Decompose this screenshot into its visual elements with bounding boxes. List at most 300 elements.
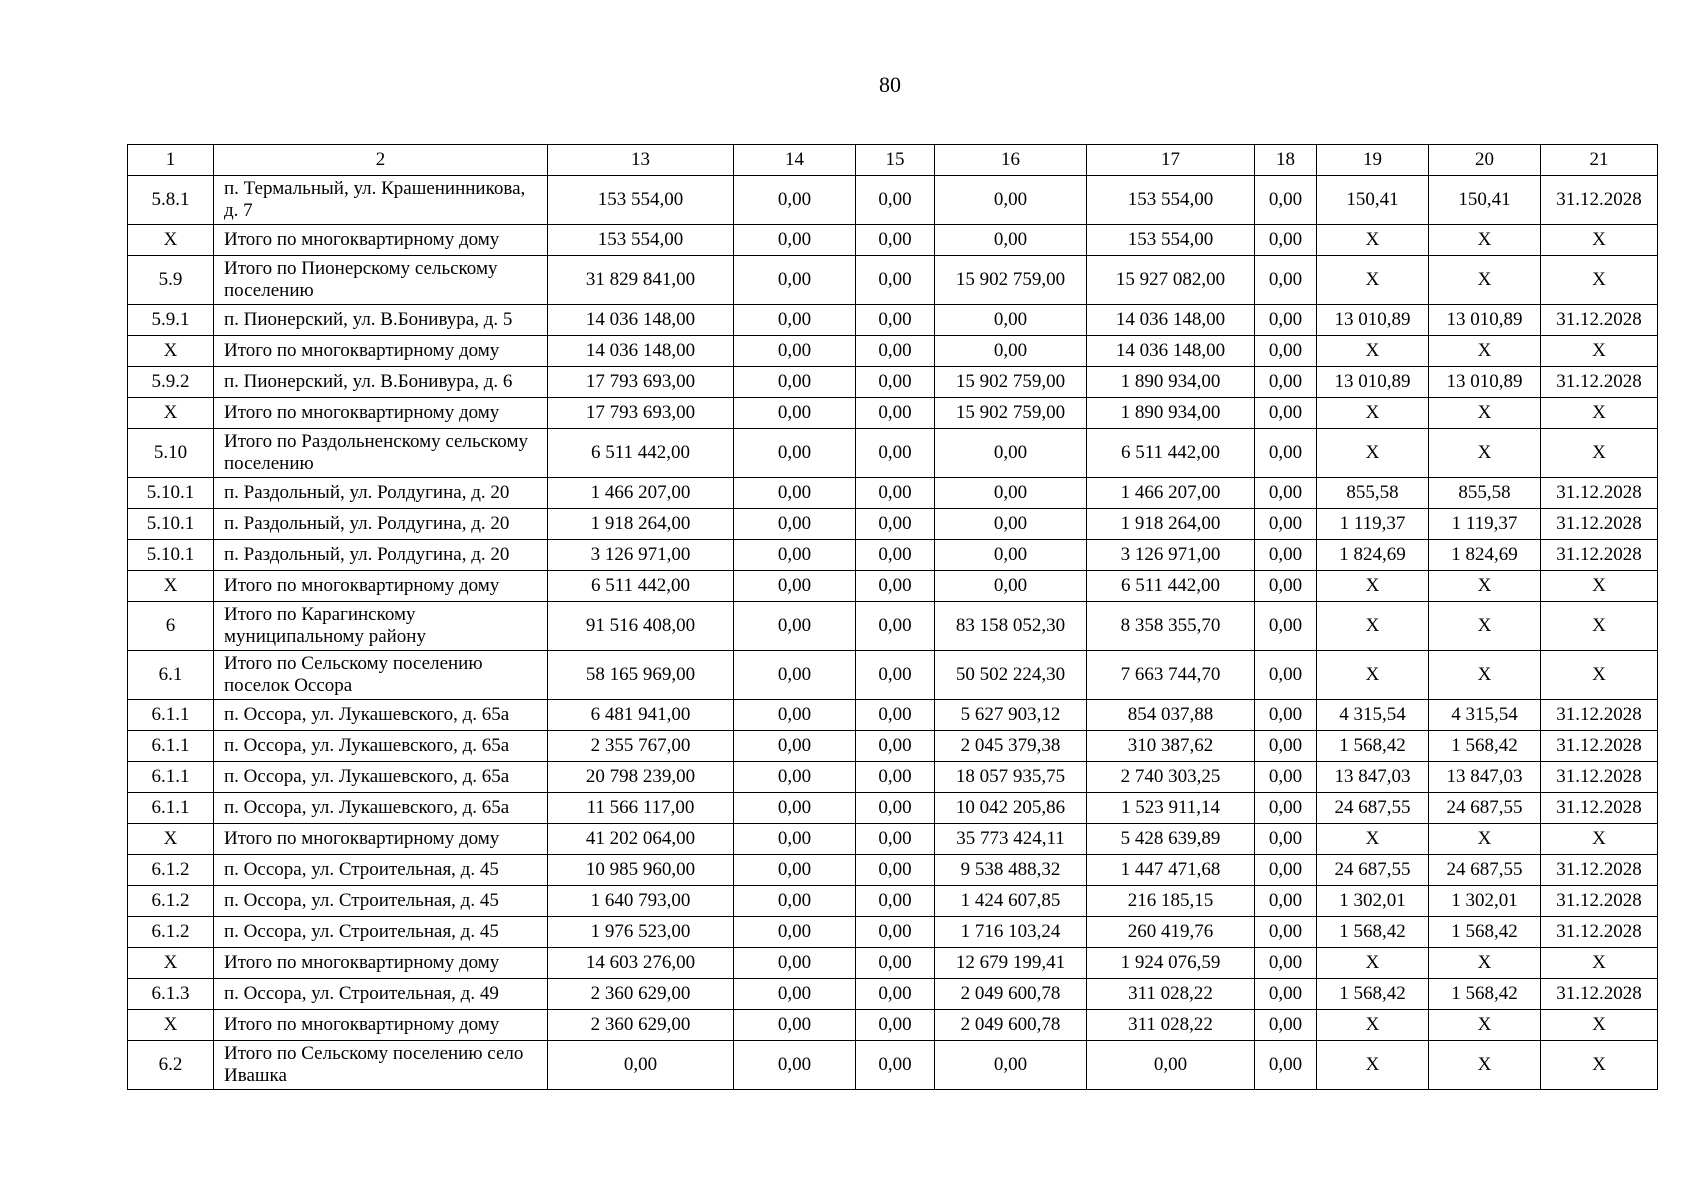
table-cell: 31.12.2028 — [1541, 305, 1658, 336]
table-cell: 1 890 934,00 — [1087, 398, 1255, 429]
table-cell: 31.12.2028 — [1541, 731, 1658, 762]
table-cell: 6 — [128, 602, 214, 651]
table-cell: 1 466 207,00 — [548, 478, 734, 509]
table-cell: X — [1317, 571, 1429, 602]
table-cell: 58 165 969,00 — [548, 651, 734, 700]
table-cell: 0,00 — [856, 225, 935, 256]
table-cell: 6 511 442,00 — [548, 429, 734, 478]
address-cell: Итого по Раздольненскому сельскому поселению — [214, 429, 548, 478]
table-cell: 24 687,55 — [1317, 793, 1429, 824]
table-cell: 2 049 600,78 — [935, 1010, 1087, 1041]
table-cell: 1 568,42 — [1317, 917, 1429, 948]
table-cell: 0,00 — [1255, 979, 1317, 1010]
table-cell: X — [128, 571, 214, 602]
table-cell: 2 049 600,78 — [935, 979, 1087, 1010]
table-cell: 3 126 971,00 — [1087, 540, 1255, 571]
table-cell: 1 918 264,00 — [1087, 509, 1255, 540]
table-cell: 5 627 903,12 — [935, 700, 1087, 731]
table-cell: 310 387,62 — [1087, 731, 1255, 762]
table-cell: 15 902 759,00 — [935, 398, 1087, 429]
table-cell: 855,58 — [1317, 478, 1429, 509]
table-row — [128, 367, 1658, 398]
table-cell: X — [1317, 1041, 1429, 1090]
address-cell: Итого по многоквартирному дому — [214, 824, 548, 855]
table-cell: 13 010,89 — [1429, 367, 1541, 398]
table-cell: 0,00 — [856, 1010, 935, 1041]
table-cell: 1 976 523,00 — [548, 917, 734, 948]
table-cell: 0,00 — [1255, 367, 1317, 398]
table-row — [128, 429, 1658, 478]
table-cell: 0,00 — [1255, 1010, 1317, 1041]
table-row — [128, 793, 1658, 824]
page-number: 80 — [879, 72, 901, 97]
table-cell: 24 687,55 — [1429, 793, 1541, 824]
table-cell: 1 824,69 — [1429, 540, 1541, 571]
table-row — [128, 602, 1658, 651]
table-row — [128, 225, 1658, 256]
table-cell: X — [1541, 602, 1658, 651]
table-cell: 5.10.1 — [128, 540, 214, 571]
table-cell: 1 424 607,85 — [935, 886, 1087, 917]
table-cell: 0,00 — [856, 948, 935, 979]
table-cell: 0,00 — [856, 540, 935, 571]
table-cell: 311 028,22 — [1087, 979, 1255, 1010]
table-cell: 0,00 — [935, 225, 1087, 256]
address-cell: Итого по многоквартирному дому — [214, 948, 548, 979]
table-cell: 1 640 793,00 — [548, 886, 734, 917]
table-cell: 1 302,01 — [1317, 886, 1429, 917]
table-cell: 0,00 — [1255, 762, 1317, 793]
table-cell: 0,00 — [856, 731, 935, 762]
table-cell: 0,00 — [734, 256, 856, 305]
table-cell: 6.1.1 — [128, 700, 214, 731]
table-cell: 6.1.2 — [128, 886, 214, 917]
table-cell: 31.12.2028 — [1541, 509, 1658, 540]
table-cell: 15 902 759,00 — [935, 367, 1087, 398]
table-cell: 0,00 — [1255, 305, 1317, 336]
address-cell: п. Оссора, ул. Строительная, д. 45 — [214, 855, 548, 886]
table-cell: X — [128, 1010, 214, 1041]
table-cell: 2 355 767,00 — [548, 731, 734, 762]
table-cell: 0,00 — [1255, 731, 1317, 762]
table-cell: 5.10 — [128, 429, 214, 478]
table-cell: X — [1429, 571, 1541, 602]
table-cell: 6 511 442,00 — [1087, 571, 1255, 602]
table-cell: 18 057 935,75 — [935, 762, 1087, 793]
data-table — [127, 144, 1658, 1090]
table-row — [128, 651, 1658, 700]
header-row — [128, 145, 1658, 176]
table-cell: 1 824,69 — [1317, 540, 1429, 571]
table-cell: X — [1317, 824, 1429, 855]
table-cell: 31.12.2028 — [1541, 367, 1658, 398]
table-cell: 0,00 — [734, 731, 856, 762]
table-cell: 6 481 941,00 — [548, 700, 734, 731]
table-cell: 0,00 — [856, 793, 935, 824]
table-cell: 0,00 — [1255, 855, 1317, 886]
table-cell: X — [1429, 1041, 1541, 1090]
table-cell: 0,00 — [734, 225, 856, 256]
table-cell: 0,00 — [734, 176, 856, 225]
column-header: 16 — [935, 145, 1087, 176]
address-cell: п. Пионерский, ул. В.Бонивура, д. 6 — [214, 367, 548, 398]
table-row — [128, 917, 1658, 948]
table-cell: 0,00 — [856, 602, 935, 651]
table-cell: X — [1429, 256, 1541, 305]
table-cell: 5.8.1 — [128, 176, 214, 225]
table-cell: 5.10.1 — [128, 478, 214, 509]
table-cell: 1 568,42 — [1429, 917, 1541, 948]
table-cell: X — [1317, 225, 1429, 256]
table-cell: 13 847,03 — [1429, 762, 1541, 793]
table-cell: 0,00 — [734, 855, 856, 886]
table-row — [128, 478, 1658, 509]
table-cell: 10 985 960,00 — [548, 855, 734, 886]
table-cell: 0,00 — [935, 176, 1087, 225]
table-cell: 1 568,42 — [1317, 979, 1429, 1010]
address-cell: п. Оссора, ул. Лукашевского, д. 65а — [214, 731, 548, 762]
table-cell: 0,00 — [935, 1041, 1087, 1090]
address-cell: Итого по Сельскому поселению село Ивашка — [214, 1041, 548, 1090]
table-cell: 6.1.1 — [128, 793, 214, 824]
address-cell: Итого по многоквартирному дому — [214, 336, 548, 367]
table-cell: 0,00 — [1255, 651, 1317, 700]
table-row — [128, 824, 1658, 855]
table-cell: 0,00 — [1255, 948, 1317, 979]
address-cell: п. Раздольный, ул. Ролдугина, д. 20 — [214, 478, 548, 509]
table-cell: 0,00 — [856, 651, 935, 700]
table-cell: 1 302,01 — [1429, 886, 1541, 917]
table-cell: 7 663 744,70 — [1087, 651, 1255, 700]
table-cell: 14 036 148,00 — [1087, 336, 1255, 367]
table-cell: 153 554,00 — [1087, 225, 1255, 256]
table-cell: 14 036 148,00 — [548, 305, 734, 336]
table-cell: 0,00 — [1255, 225, 1317, 256]
address-cell: п. Термальный, ул. Крашенинникова, д. 7 — [214, 176, 548, 225]
table-row — [128, 336, 1658, 367]
table-cell: X — [1317, 256, 1429, 305]
address-cell: Итого по многоквартирному дому — [214, 225, 548, 256]
table-cell: 153 554,00 — [548, 225, 734, 256]
table-cell: 4 315,54 — [1429, 700, 1541, 731]
table-row — [128, 571, 1658, 602]
table-cell: 1 447 471,68 — [1087, 855, 1255, 886]
table-cell: 0,00 — [935, 509, 1087, 540]
table-cell: 14 036 148,00 — [548, 336, 734, 367]
table-cell: 31.12.2028 — [1541, 176, 1658, 225]
table-cell: X — [1317, 948, 1429, 979]
table-cell: 0,00 — [734, 305, 856, 336]
table-cell: X — [1317, 336, 1429, 367]
table-cell: 6 511 442,00 — [548, 571, 734, 602]
table-cell: X — [1541, 571, 1658, 602]
table-cell: 0,00 — [1255, 917, 1317, 948]
table-cell: 13 010,89 — [1429, 305, 1541, 336]
table-cell: 31.12.2028 — [1541, 793, 1658, 824]
table-cell: 5.9.1 — [128, 305, 214, 336]
table-cell: 0,00 — [1255, 176, 1317, 225]
table-cell: 0,00 — [734, 571, 856, 602]
table-cell: X — [1541, 429, 1658, 478]
table-cell: 3 126 971,00 — [548, 540, 734, 571]
table-cell: 0,00 — [1255, 700, 1317, 731]
table-cell: 1 890 934,00 — [1087, 367, 1255, 398]
table-cell: 31.12.2028 — [1541, 478, 1658, 509]
table-cell: X — [128, 824, 214, 855]
table-cell: 0,00 — [734, 429, 856, 478]
table-cell: 0,00 — [1255, 478, 1317, 509]
table-cell: X — [1541, 256, 1658, 305]
table-row — [128, 886, 1658, 917]
table-cell: 0,00 — [935, 305, 1087, 336]
table-cell: 2 360 629,00 — [548, 979, 734, 1010]
table-cell: X — [1317, 1010, 1429, 1041]
table-cell: 153 554,00 — [548, 176, 734, 225]
table-cell: 41 202 064,00 — [548, 824, 734, 855]
address-cell: п. Пионерский, ул. В.Бонивура, д. 5 — [214, 305, 548, 336]
table-cell: X — [128, 225, 214, 256]
table-cell: 854 037,88 — [1087, 700, 1255, 731]
table-cell: 0,00 — [856, 855, 935, 886]
table-cell: X — [1317, 398, 1429, 429]
table-cell: 0,00 — [935, 571, 1087, 602]
table-cell: 153 554,00 — [1087, 176, 1255, 225]
table-cell: 0,00 — [734, 793, 856, 824]
table-cell: 0,00 — [935, 540, 1087, 571]
table-cell: 0,00 — [548, 1041, 734, 1090]
table-cell: 11 566 117,00 — [548, 793, 734, 824]
table-cell: 0,00 — [856, 429, 935, 478]
table-cell: 0,00 — [734, 509, 856, 540]
table-cell: X — [128, 336, 214, 367]
table-cell: X — [1429, 1010, 1541, 1041]
table-cell: 24 687,55 — [1317, 855, 1429, 886]
table-cell: X — [1429, 336, 1541, 367]
table-cell: 1 924 076,59 — [1087, 948, 1255, 979]
table-cell: X — [128, 398, 214, 429]
table-cell: 1 119,37 — [1317, 509, 1429, 540]
table-cell: 0,00 — [856, 176, 935, 225]
table-row — [128, 509, 1658, 540]
table-cell: 13 010,89 — [1317, 367, 1429, 398]
table-cell: 0,00 — [734, 979, 856, 1010]
table-cell: 0,00 — [1255, 824, 1317, 855]
address-cell: п. Оссора, ул. Лукашевского, д. 65а — [214, 700, 548, 731]
table-cell: 5 428 639,89 — [1087, 824, 1255, 855]
table-cell: 6.1 — [128, 651, 214, 700]
table-row — [128, 979, 1658, 1010]
table-cell: 0,00 — [734, 651, 856, 700]
column-header: 19 — [1317, 145, 1429, 176]
table-cell: 4 315,54 — [1317, 700, 1429, 731]
table-cell: 0,00 — [1255, 398, 1317, 429]
table-cell: 0,00 — [734, 917, 856, 948]
table-cell: 31.12.2028 — [1541, 979, 1658, 1010]
table-cell: 0,00 — [1255, 1041, 1317, 1090]
table-cell: 0,00 — [734, 602, 856, 651]
column-header: 14 — [734, 145, 856, 176]
table-cell: 17 793 693,00 — [548, 367, 734, 398]
table-cell: 31 829 841,00 — [548, 256, 734, 305]
address-cell: п. Оссора, ул. Лукашевского, д. 65а — [214, 793, 548, 824]
table-row — [128, 731, 1658, 762]
address-cell: п. Оссора, ул. Строительная, д. 45 — [214, 886, 548, 917]
table-cell: 31.12.2028 — [1541, 917, 1658, 948]
table-cell: 31.12.2028 — [1541, 855, 1658, 886]
table-cell: 9 538 488,32 — [935, 855, 1087, 886]
table-cell: X — [1429, 225, 1541, 256]
column-header: 15 — [856, 145, 935, 176]
table-cell: X — [1541, 651, 1658, 700]
table-cell: 2 360 629,00 — [548, 1010, 734, 1041]
table-cell: X — [1429, 429, 1541, 478]
table-cell: 0,00 — [1255, 793, 1317, 824]
table-cell: 150,41 — [1429, 176, 1541, 225]
table-cell: 0,00 — [734, 948, 856, 979]
table-cell: 216 185,15 — [1087, 886, 1255, 917]
address-cell: Итого по многоквартирному дому — [214, 1010, 548, 1041]
table-cell: 20 798 239,00 — [548, 762, 734, 793]
table-cell: 6 511 442,00 — [1087, 429, 1255, 478]
column-header: 13 — [548, 145, 734, 176]
address-cell: п. Оссора, ул. Лукашевского, д. 65а — [214, 762, 548, 793]
table-cell: X — [1429, 651, 1541, 700]
table-cell: 0,00 — [856, 398, 935, 429]
table-cell: 31.12.2028 — [1541, 762, 1658, 793]
table-cell: 0,00 — [856, 824, 935, 855]
table-cell: 1 568,42 — [1429, 731, 1541, 762]
table-cell: 2 045 379,38 — [935, 731, 1087, 762]
table-cell: 91 516 408,00 — [548, 602, 734, 651]
table-row — [128, 1010, 1658, 1041]
address-cell: Итого по Сельскому поселению поселок Оссора — [214, 651, 548, 700]
table-cell: 311 028,22 — [1087, 1010, 1255, 1041]
table-row — [128, 762, 1658, 793]
table-row — [128, 176, 1658, 225]
address-cell: Итого по Пионерскому сельскому поселению — [214, 256, 548, 305]
column-header: 21 — [1541, 145, 1658, 176]
address-cell: п. Оссора, ул. Строительная, д. 49 — [214, 979, 548, 1010]
table-cell: 0,00 — [734, 762, 856, 793]
table-cell: 0,00 — [1255, 509, 1317, 540]
table-cell: 13 010,89 — [1317, 305, 1429, 336]
table-cell: 8 358 355,70 — [1087, 602, 1255, 651]
table-cell: 0,00 — [856, 256, 935, 305]
table-cell: X — [1317, 429, 1429, 478]
table-cell: 0,00 — [856, 1041, 935, 1090]
table-cell: 0,00 — [856, 509, 935, 540]
table-cell: 0,00 — [734, 540, 856, 571]
table-cell: 0,00 — [935, 429, 1087, 478]
table-cell: 0,00 — [1255, 429, 1317, 478]
table-cell: 6.1.2 — [128, 855, 214, 886]
table-cell: 50 502 224,30 — [935, 651, 1087, 700]
table-cell: 0,00 — [734, 367, 856, 398]
table-cell: 31.12.2028 — [1541, 700, 1658, 731]
table-cell: 0,00 — [734, 398, 856, 429]
table-cell: 5.10.1 — [128, 509, 214, 540]
table-cell: 24 687,55 — [1429, 855, 1541, 886]
table-cell: 0,00 — [856, 571, 935, 602]
table-row — [128, 1041, 1658, 1090]
table-cell: X — [1541, 336, 1658, 367]
table-cell: 0,00 — [734, 824, 856, 855]
table-cell: 31.12.2028 — [1541, 886, 1658, 917]
table-cell: 1 119,37 — [1429, 509, 1541, 540]
table-cell: X — [1429, 824, 1541, 855]
table-cell: 0,00 — [1255, 256, 1317, 305]
table-cell: X — [1541, 225, 1658, 256]
table-cell: 1 523 911,14 — [1087, 793, 1255, 824]
table-cell: 83 158 052,30 — [935, 602, 1087, 651]
column-header: 1 — [128, 145, 214, 176]
table-cell: 12 679 199,41 — [935, 948, 1087, 979]
table-cell: 0,00 — [856, 700, 935, 731]
table-cell: 35 773 424,11 — [935, 824, 1087, 855]
address-cell: Итого по многоквартирному дому — [214, 398, 548, 429]
table-cell: 260 419,76 — [1087, 917, 1255, 948]
table-cell: 0,00 — [856, 367, 935, 398]
table-cell: 0,00 — [1087, 1041, 1255, 1090]
table-cell: 0,00 — [1255, 336, 1317, 367]
table-cell: 6.1.2 — [128, 917, 214, 948]
table-cell: 31.12.2028 — [1541, 540, 1658, 571]
table-cell: 0,00 — [1255, 886, 1317, 917]
table-cell: 10 042 205,86 — [935, 793, 1087, 824]
table-cell: 150,41 — [1317, 176, 1429, 225]
table-cell: 0,00 — [734, 700, 856, 731]
table-cell: X — [1429, 602, 1541, 651]
table-cell: 0,00 — [856, 762, 935, 793]
table-cell: 0,00 — [935, 336, 1087, 367]
table-cell: 15 927 082,00 — [1087, 256, 1255, 305]
table-row — [128, 540, 1658, 571]
table-row — [128, 398, 1658, 429]
table-cell: 14 603 276,00 — [548, 948, 734, 979]
address-cell: Итого по многоквартирному дому — [214, 571, 548, 602]
table-cell: 0,00 — [856, 336, 935, 367]
table-cell: 855,58 — [1429, 478, 1541, 509]
table-cell: 2 740 303,25 — [1087, 762, 1255, 793]
table-cell: 17 793 693,00 — [548, 398, 734, 429]
table-cell: 0,00 — [856, 305, 935, 336]
address-cell: Итого по Карагинскому муниципальному району — [214, 602, 548, 651]
table-cell: 14 036 148,00 — [1087, 305, 1255, 336]
address-cell: п. Раздольный, ул. Ролдугина, д. 20 — [214, 509, 548, 540]
table-cell: 0,00 — [856, 917, 935, 948]
table-cell: 0,00 — [1255, 540, 1317, 571]
table-cell: X — [1541, 1010, 1658, 1041]
table-cell: 6.1.1 — [128, 762, 214, 793]
table-row — [128, 948, 1658, 979]
table-cell: 5.9.2 — [128, 367, 214, 398]
table-cell: 0,00 — [734, 1010, 856, 1041]
table-cell: X — [1317, 651, 1429, 700]
table-cell: X — [128, 948, 214, 979]
table-cell: X — [1429, 948, 1541, 979]
table-cell: 0,00 — [856, 979, 935, 1010]
address-cell: п. Оссора, ул. Строительная, д. 45 — [214, 917, 548, 948]
table-cell: 0,00 — [856, 886, 935, 917]
column-header: 17 — [1087, 145, 1255, 176]
table-cell: 6.1.1 — [128, 731, 214, 762]
column-header: 20 — [1429, 145, 1541, 176]
table-cell: 0,00 — [734, 886, 856, 917]
table-cell: X — [1541, 398, 1658, 429]
table-cell: 0,00 — [935, 478, 1087, 509]
table-cell: X — [1429, 398, 1541, 429]
table-cell: 0,00 — [1255, 571, 1317, 602]
